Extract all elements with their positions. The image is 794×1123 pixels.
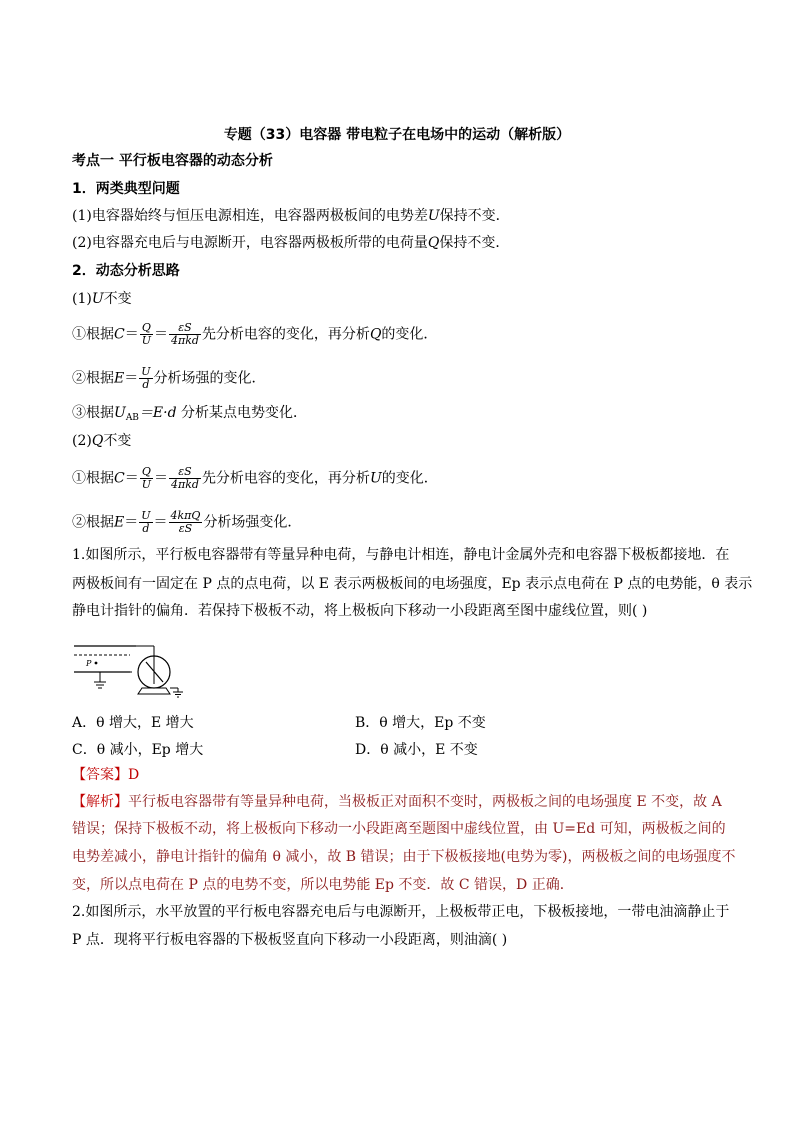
text-part: 分析某点电势变化．	[181, 405, 308, 421]
fraction-q-over-u	[140, 322, 153, 347]
analysis-line-4: 变，所以点电荷在 P 点的电势不变，所以电势能 Ep 不变．故 C 错误，D 正确．	[72, 877, 574, 893]
symbol-e: E	[114, 370, 125, 387]
analysis-line-1	[72, 793, 722, 811]
formula-field-2	[72, 510, 301, 535]
equals: ＝	[124, 470, 139, 487]
analysis-text: 平行板电容器带有等量异种电荷，当极板正对面积不变时，两极板之间的电场强度 E 不变，故 A	[128, 794, 722, 810]
equals: ＝	[154, 470, 168, 487]
text-part: ①根据	[72, 470, 114, 487]
section-heading: 考点一 平行板电容器的动态分析	[72, 153, 273, 169]
numerator: εS	[169, 466, 201, 479]
text-part: ②根据	[72, 514, 114, 531]
symbol-q: Q	[427, 235, 440, 251]
equals: ＝	[124, 326, 139, 343]
formula-capacitance-2	[72, 466, 438, 491]
fraction-es-over-4pikd	[169, 322, 201, 347]
denominator: U	[141, 478, 151, 491]
answer-label: 【答案】	[72, 767, 128, 783]
symbol-u: U	[369, 470, 382, 487]
option-d: D．θ 减小，E 不变	[355, 742, 478, 758]
text-part: 保持不变．	[439, 235, 510, 251]
document-title: 专题（33）电容器 带电粒子在电场中的运动（解析版）	[223, 127, 571, 143]
formula-capacitance-1	[72, 322, 437, 347]
equals: ＝	[153, 514, 168, 531]
fraction-u-over-d	[139, 510, 152, 535]
fraction-u-over-d	[139, 366, 152, 391]
symbol-q: Q	[369, 326, 382, 343]
question-2-line-2: P 点．现将平行板电容器的下极板竖直向下移动一小段距离，则油滴( )	[72, 932, 508, 948]
symbol-e: E	[114, 514, 125, 531]
capacitor-electrometer-figure	[70, 636, 190, 698]
equals: ＝	[124, 514, 139, 531]
text-part: (2)	[72, 433, 92, 449]
formula-ed: ＝E·d	[138, 405, 177, 421]
numerator: Q	[140, 466, 153, 479]
numerator: U	[141, 365, 151, 378]
denominator: d	[142, 522, 150, 535]
numerator: Q	[140, 322, 153, 335]
symbol-u: U	[427, 208, 440, 224]
numerator: εS	[169, 322, 201, 335]
subscript-ab: AB	[125, 413, 139, 423]
text-part: 的变化．	[381, 326, 438, 343]
symbol-c: C	[114, 326, 125, 343]
formula-field-1	[72, 366, 266, 391]
analysis-line-3: 电势差减小，静电计指针的偏角 θ 减小，故 B 错误；由于下极板接地(电势为零)，两极板之间的电场强度不	[72, 849, 736, 865]
text-part: (1)电容器始终与恒压电源相连，电容器两极板间的电势差	[72, 208, 428, 224]
fraction-q-over-u	[140, 466, 153, 491]
text-part: 保持不变．	[439, 208, 510, 224]
question-2-line-1: 2.如图所示，水平放置的平行板电容器充电后与电源断开，上极板带正电，下极板接地，一带电油滴静止于	[72, 904, 730, 920]
heading-typical-problems: 1．两类典型问题	[72, 181, 180, 197]
text-part: 的变化．	[381, 470, 438, 487]
text-part: (1)	[72, 291, 92, 307]
text-part: 分析场强的变化．	[153, 370, 266, 387]
analysis-line-2: 错误；保持下极板不动，将上极板向下移动一小段距离至题图中虚线位置，由 U=Ed 可知，两极板之间的	[72, 821, 726, 837]
subheading-u-constant	[72, 290, 132, 308]
point-p-label: P	[86, 659, 92, 668]
answer-line	[72, 766, 139, 784]
denominator: 4πkd	[171, 334, 199, 347]
electrometer-base	[138, 688, 170, 694]
fraction-4kpiq-over-es	[169, 510, 203, 535]
equals: ＝	[154, 326, 168, 343]
option-b: B．θ 增大，Ep 不变	[355, 715, 486, 731]
numerator: U	[141, 509, 151, 522]
denominator: U	[141, 334, 151, 347]
text-part: 先分析电容的变化，再分析	[201, 470, 370, 487]
symbol-c: C	[114, 470, 125, 487]
denominator: 4πkd	[171, 478, 199, 491]
answer-value: D	[128, 767, 140, 783]
symbol-q: Q	[91, 433, 104, 449]
text-part: 分析场强变化．	[203, 514, 302, 531]
equals: ＝	[124, 370, 139, 387]
heading-analysis-approach: 2．动态分析思路	[72, 263, 180, 279]
text-part: ①根据	[72, 326, 114, 343]
option-c: C．θ 减小，Ep 增大	[72, 742, 204, 758]
question-1-line-2: 两极板间有一固定在 P 点的点电荷，以 E 表示两极板间的电场强度，Ep 表示点电荷在 P 点的电势能，θ 表示	[72, 576, 753, 592]
text-constant-voltage	[72, 207, 510, 225]
point-charge	[95, 662, 98, 665]
question-1-line-3: 静电计指针的偏角．若保持下极板不动，将上极板向下移动一小段距离至图中虚线位置，则( )	[72, 603, 648, 619]
option-a: A．θ 增大，E 增大	[72, 715, 194, 731]
question-1-line-1: 1.如图所示，平行板电容器带有等量异种电荷，与静电计相连，静电计金属外壳和电容器下极板都接地．在	[72, 547, 730, 563]
numerator: 4kπQ	[170, 509, 201, 522]
subheading-q-constant	[72, 432, 131, 450]
formula-potential	[72, 404, 307, 427]
denominator: d	[142, 378, 150, 391]
symbol-u: U	[91, 291, 104, 307]
symbol-u: U	[114, 405, 126, 421]
fraction-es-over-4pikd	[169, 466, 201, 491]
denominator: εS	[178, 522, 193, 535]
text-part: ②根据	[72, 370, 114, 387]
text-part: 先分析电容的变化，再分析	[201, 326, 370, 343]
text-part: 不变	[103, 433, 132, 449]
analysis-label: 【解析】	[72, 794, 128, 810]
text-part: 不变	[103, 291, 132, 307]
text-part: (2)电容器充电后与电源断开，电容器两极板所带的电荷量	[72, 235, 428, 251]
text-part: ③根据	[72, 405, 114, 421]
text-constant-charge	[72, 234, 509, 252]
